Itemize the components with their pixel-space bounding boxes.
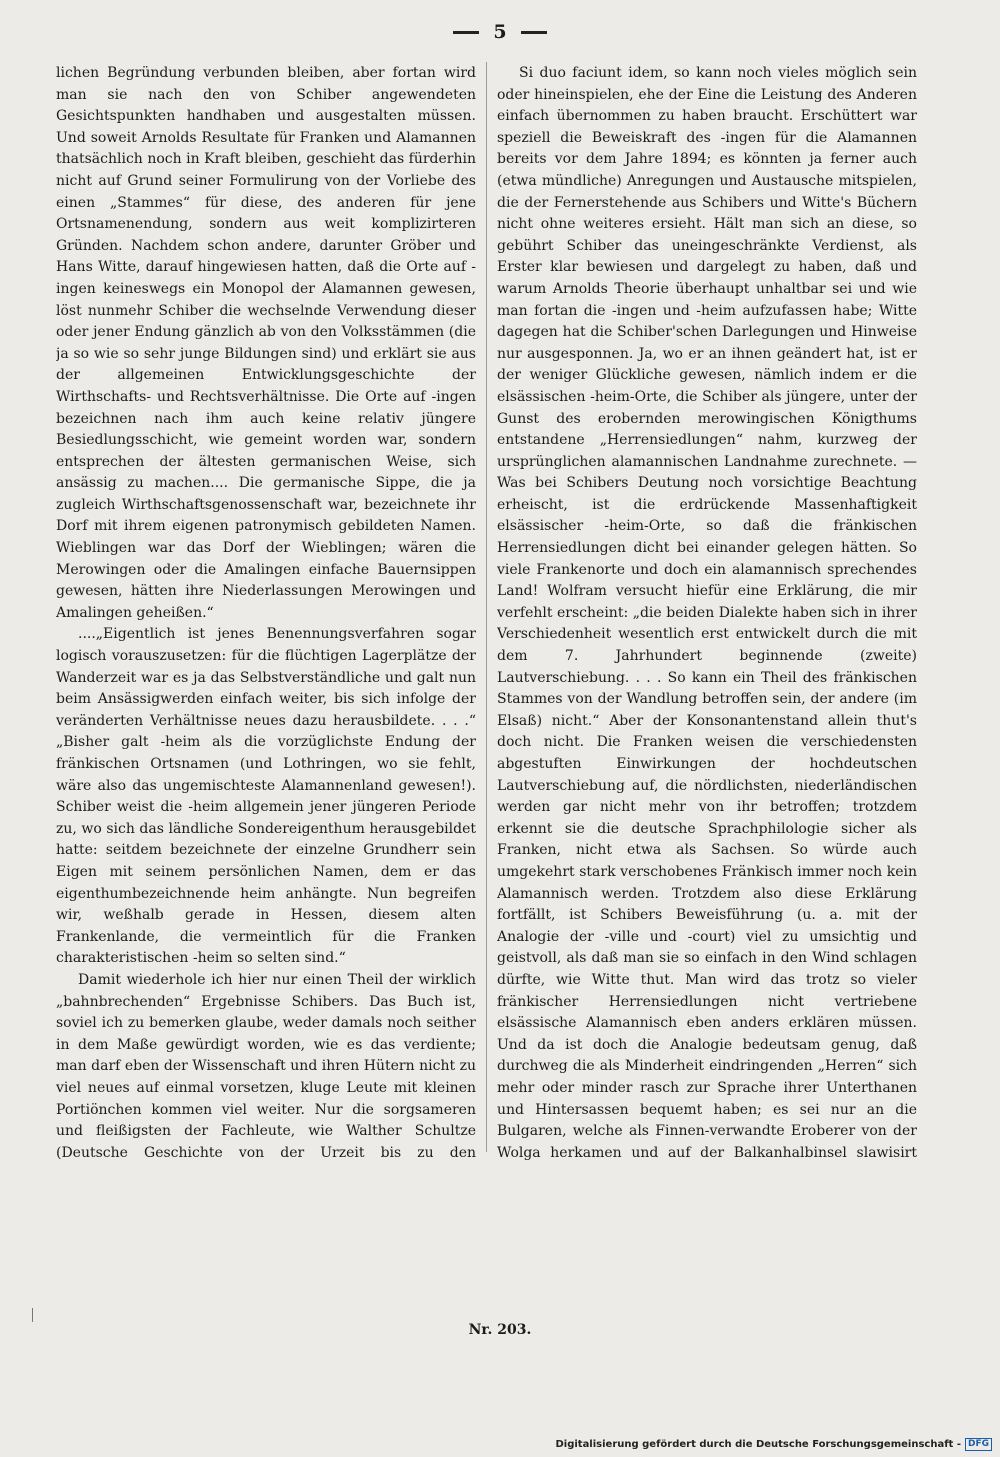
digitization-credit bbox=[555, 1437, 992, 1451]
credit-text: Digitalisierung gefördert durch die Deutsche Forschungsgemeinschaft - bbox=[555, 1438, 961, 1450]
right-column bbox=[497, 63, 917, 1163]
page-header bbox=[0, 20, 1000, 44]
margin-mark bbox=[32, 1308, 33, 1322]
column-divider bbox=[486, 62, 487, 1152]
left-paragraph: ....„Eigentlich ist jenes Benennungsverfahren sogar logisch vorauszusetzen: für die flüchtigen Lagerplätze der Wanderzeit war es ja das Selbstverständliche und galt nun beim Ansässigwerden einfach weiter, bis sich infolge der veränderten Verhältnisse neues dazu herausbildete. . . .“ „Bisher galt -heim als die vorzüglichste Endung der fränkischen Ortsnamen (und Lothringen, wo sie fehlt, wäre also das ungemischteste Alamannenland gewesen!). Schiber weist die -heim allgemein jener jüngeren Periode zu, wo sich das ländliche Sondereigenthum herausgebildet hatte: seitdem bezeichnete der einzelne Grundherr sein Eigen mit seinem persönlichen Namen, dem er das eigenthumbezeichnende heim anhängte. Nun begreifen wir, weßhalb gerade in Hessen, diesem alten Frankenlande, die vermeintlich für die Franken charakteristischen -heim so selten sind.“ bbox=[56, 626, 476, 967]
issue-number: Nr. 203. bbox=[468, 1322, 532, 1338]
left-paragraph: Damit wiederhole ich hier nur einen Theil der wirklich „bahnbrechenden“ Ergebnisse Schibers. Das Buch ist, soviel ich zu bemerken glaube, weder damals noch seither in dem Maße gewürdigt worden, wie es das verdiente; man darf eben der Wissenschaft und ihren Hütern nicht zu viel neues auf einmal vorsetzen, kluge Leute mit kleinen Portiönchen kommen viel weiter. Nur die sorgsameren und fleißigsten der Fachleute, wie Walther Schultze (Deutsche Geschichte von der Urzeit bis zu den bbox=[56, 971, 476, 1161]
left-column bbox=[56, 63, 476, 1163]
header-dash-left bbox=[453, 31, 479, 34]
right-paragraph: Si duo faciunt idem, so kann noch vieles möglich sein oder hineinspielen, ehe der Eine die Leistung des Anderen einfach übernommen zu haben braucht. Erschüttert war speziell die Beweiskraft des -ingen für die Alamannen bereits vor dem Jahre 1894; es könnten ja ferner auch (etwa mündliche) Anregungen und Austausche mitspielen, die der Fernerstehende aus Schibers und Witte's Büchern nicht ohne weiteres ersieht. Hält man sich an diese, so gebührt Schiber das uneingeschränkte Verdienst, als Erster klar bewiesen und dargelegt zu haben, daß und warum Arnolds Theorie überhaupt unhaltbar sei und wie man fortan die -ingen und -heim aufzufassen habe; Witte dagegen hat die Schiber'schen Darlegungen und Hinweise nur ausgesponnen. Ja, wo er an ihnen geändert hat, ist er der weniger Glückliche gewesen, nämlich indem er die elsässischen -heim-Orte, die Schiber als jüngere, unter der Gunst des erobernden merowingischen Königthums entstandene „Herrensiedlungen“ nahm, kurzweg der ursprünglichen alamannischen Landnahme zurechnete. — Was bei Schibers Deutung noch vorsichtige Beachtung erheischt, ist die erdrückende Massenhaftigkeit elsässischer -heim-Orte, so daß die fränkischen Herrensiedlungen dicht bei einander gelegen hätten. So viele Frankenorte und doch ein alamannisch sprechendes Land! Wolfram versucht hiefür eine Erklärung, die mir verfehlt erscheint: „die beiden Dialekte haben sich in ihrer Verschiedenheit wesentlich erst entwickelt durch die mit dem 7. Jahrhundert beginnende (zweite) Lautverschiebung. . . . So kann ein Theil des fränkischen Stammes von der Wandlung betroffen sein, der andere (im Elsaß) nicht.“ Aber der Konsonantenstand allein thut's doch nicht. Die Franken weisen die verschiedensten abgestuften Einwirkungen der hochdeutschen Lautverschiebung auf, die nördlichsten, niederländischen werden gar nicht mehr von ihr betroffen; trotzdem erkennt sie die deutsche Sprachphilologie sicher als Franken, nicht etwa als Sachsen. So würde auch umgekehrt stark verschobenes Fränkisch immer noch kein Alamannisch werden. Trotzdem also diese Erklärung fortfällt, ist Schibers Beweisführung (u. a. mit der Analogie der -ville und -court) viel zu umsichtig und geistvoll, als daß man sie so einfach in den Wind schlagen dürfte, wie Witte thut. Man wird das trotz so vieler fränkischer Herrensiedlungen nicht vertriebene elsässische Alamannisch eben anders erklären müssen. Und da ist doch die Analogie bedeutsam genug, daß durchweg die als Minderheit eindringenden „Herren“ sich mehr oder minder rasch zur Sprache ihrer Unterthanen und Hintersassen bequemt haben; es sei nur an die Bulgaren, welche als Finnen-verwandte Eroberer von der Wolga herkamen und auf der Balkanhalbinsel slawisirt bbox=[497, 65, 917, 1161]
left-paragraph: lichen Begründung verbunden bleiben, aber fortan wird man sie nach den von Schiber angewendeten Gesichtspunkten handhaben und ausgestalten müssen. Und soweit Arnolds Resultate für Franken und Alamannen thatsächlich noch in Kraft bleiben, geschieht das fürderhin nicht auf Grund seiner Formulirung von der Vorliebe des einen „Stammes“ für diese, des anderen für jene Ortsnamenendung, sondern aus weit komplizirteren Gründen. Nachdem schon andere, darunter Gröber und Hans Witte, darauf hingewiesen hatten, daß die Orte auf -ingen keineswegs ein Monopol der Alamannen gewesen, löst nunmehr Schiber die wechselnde Verwendung dieser oder jener Endung gänzlich ab von den Volksstämmen (die ja so wie so sehr junge Bildungen sind) und erklärt sie aus der allgemeinen Entwicklungsgeschichte der Wirthschafts- und Rechtsverhältnisse. Die Orte auf -ingen bezeichnen nach ihm auch keine relativ jüngere Besiedlungsschicht, wie gemeint worden war, sondern entsprechen der ältesten germanischen Weise, sich ansässig zu machen.... Die germanische Sippe, die ja zugleich Wirthschaftsgenossenschaft war, bezeichnete ihr Dorf mit ihrem eigenen patronymisch gebildeten Namen. Wieblingen war das Dorf der Wieblingen; wären die Merowingen oder die Amalingen einfache Bauernsippen gewesen, hätten ihre Niederlassungen Merowingen und Amalingen geheißen.“ bbox=[56, 65, 476, 621]
page-number: 5 bbox=[493, 21, 507, 43]
header-dash-right bbox=[521, 31, 547, 34]
dfg-logo-icon: DFG bbox=[965, 1438, 992, 1451]
